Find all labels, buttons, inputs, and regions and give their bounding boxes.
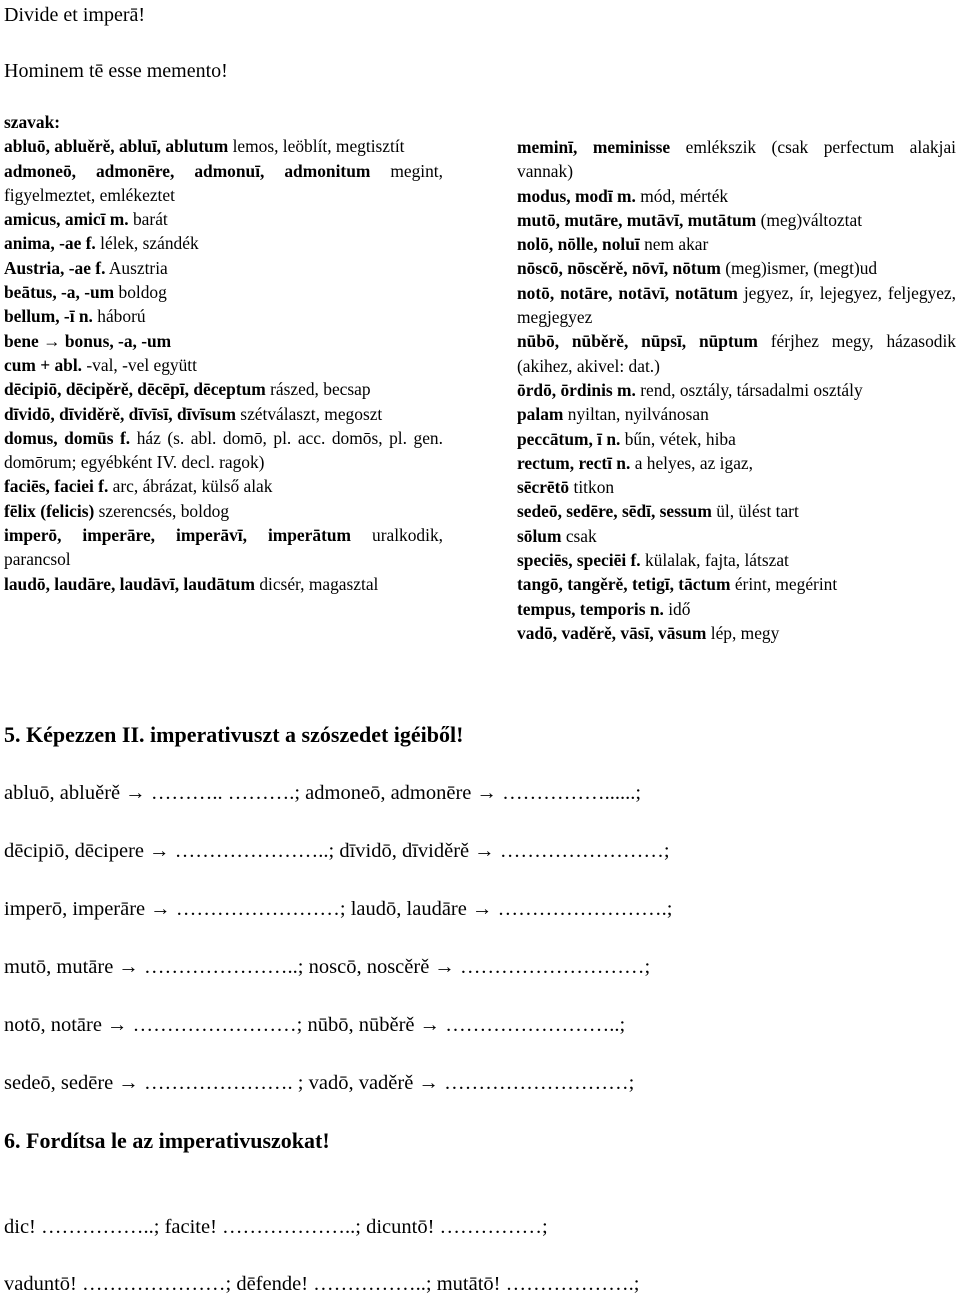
vocab-word: nolō, nōlle, noluī [517, 234, 640, 255]
vocab-word: ōrdō, ōrdinis m. [517, 379, 636, 400]
vocab-meaning: nyiltan, nyilvánosan [567, 404, 709, 425]
vocab-meaning: -val, -vel együtt [86, 354, 197, 375]
vocab-entry [517, 135, 956, 184]
motto-1: Divide et imperā! [4, 4, 146, 26]
vocab-meaning: dicsér, magasztal [259, 573, 379, 594]
vocab-meaning: bűn, vétek, hiba [624, 428, 736, 449]
vocab-entry [517, 256, 956, 280]
vocab-word: mutō, mutāre, mutāvī, mutātum [517, 209, 757, 230]
exercise-5-row[interactable]: abluō, abluěrě → ……….. ……….; admoneō, admonēre → ……………......; [4, 782, 642, 804]
vocab-meaning: a helyes, az igaz, [634, 452, 753, 473]
vocab-word: peccātum, ī n. [517, 428, 621, 449]
vocab-entry [517, 402, 956, 426]
vocab-heading: szavak: [4, 112, 61, 132]
vocab-word: laudō, laudāre, laudāvī, laudātum [4, 573, 255, 594]
vocab-word: faciēs, faciei f. [4, 476, 109, 497]
vocab-entry [517, 475, 956, 499]
motto-2: Hominem tē esse memento! [4, 60, 228, 82]
vocab-entry [517, 548, 956, 572]
vocab-entry [4, 474, 443, 498]
vocab-entry [517, 232, 956, 256]
vocab-word: cum + abl. [4, 354, 83, 375]
vocab-word: tangō, tangěrě, tetigī, tāctum [517, 574, 731, 595]
vocab-word: modus, modī m. [517, 185, 636, 206]
vocab-meaning: érint, megérint [734, 574, 838, 595]
vocab-word: imperō, imperāre, imperāvī, imperātum [4, 525, 352, 546]
vocab-meaning: nem akar [644, 234, 709, 255]
vocab-word: abluō, abluěrě, abluī, ablutum [4, 136, 229, 157]
exercise-5-title: 5. Képezzen II. imperativuszt a szószedet igéiből! [4, 722, 464, 747]
exercise-6-title: 6. Fordítsa le az imperativuszokat! [4, 1128, 330, 1153]
vocab-entry [517, 329, 956, 378]
vocab-entry [4, 231, 443, 255]
vocab-entry [517, 281, 956, 330]
vocab-meaning: lép, megy [710, 622, 780, 643]
vocab-word: speciēs, speciēi f. [517, 550, 641, 571]
vocab-meaning: barát [132, 209, 168, 230]
vocab-meaning: megint, figyelmeztet, emlékeztet [4, 160, 443, 205]
vocab-meaning: Ausztria [108, 257, 168, 278]
vocab-meaning: (meg)változtat [760, 209, 863, 230]
vocab-word: meminī, meminisse [517, 137, 671, 157]
vocab-word: sōlum [517, 525, 562, 546]
vocab-entry [4, 499, 443, 523]
vocab-word: nūbō, nūběrě, nūpsī, nūptum [517, 331, 758, 352]
vocab-entry [4, 207, 443, 231]
vocab-word: anima, -ae f. [4, 233, 96, 254]
vocab-entry [4, 353, 443, 377]
vocab-meaning: külalak, fajta, látszat [645, 550, 789, 571]
vocab-entry [4, 402, 443, 426]
vocab-word: bene → bonus, -a, -um [4, 330, 172, 351]
vocab-meaning: (meg)ismer, (megt)ud [725, 258, 878, 279]
vocab-meaning: jegyez, ír, lejegyez, feljegyez, megjegyez [517, 282, 956, 328]
vocab-entry [4, 377, 443, 401]
vocab-word: vadō, vaděrě, vāsī, vāsum [517, 622, 707, 643]
vocab-meaning: ház (s. abl. domō, pl. acc. domōs, pl. gen. domōrum; egyébként IV. decl. ragok) [4, 427, 443, 473]
exercise-5-row[interactable]: dēcipiō, dēcipere → …………………..; dīvidō, dīviděrě → ……………………; [4, 840, 670, 862]
vocab-word: palam [517, 404, 564, 425]
vocab-entry [517, 184, 956, 208]
exercise-6-row[interactable]: vaduntō! …………………; dēfende! ……………..; mutātō! ……………….; [4, 1273, 640, 1295]
vocab-word: Austria, -ae f. [4, 257, 106, 278]
vocab-word: dīvidō, dīviděrě, dīvīsī, dīvīsum [4, 403, 236, 424]
vocab-word: rectum, rectī n. [517, 452, 631, 473]
exercise-5-row[interactable]: imperō, imperāre → ……………………; laudō, laudāre → …………………….; [4, 898, 673, 920]
exercise-5-row[interactable]: mutō, mutāre → …………………..; noscō, noscěrě → ………………………; [4, 956, 651, 978]
vocab-word: amicus, amicī m. [4, 209, 129, 230]
vocab-right-column [517, 135, 956, 645]
vocab-word: sēcrētō [517, 477, 570, 498]
vocab-meaning: idő [668, 598, 691, 619]
vocab-left-column [4, 110, 443, 596]
vocab-entry [4, 572, 443, 596]
vocab-entry [517, 597, 956, 621]
vocab-meaning: rászed, becsap [270, 379, 371, 400]
vocab-entry [4, 280, 443, 304]
vocab-word: dēcipiō, dēcipěrě, dēcēpī, dēceptum [4, 379, 266, 400]
vocab-meaning: ül, ülést tart [716, 501, 799, 522]
vocab-meaning: lélek, szándék [100, 233, 199, 254]
vocab-word: tempus, temporis n. [517, 598, 664, 619]
vocab-entry [4, 159, 443, 208]
vocab-entry [517, 208, 956, 232]
exercise-5-row[interactable]: notō, notāre → ……………………; nūbō, nūběrě → ……………………..; [4, 1014, 626, 1036]
vocab-meaning: uralkodik, parancsol [4, 525, 443, 570]
vocab-meaning: rend, osztály, társadalmi osztály [640, 379, 863, 400]
vocab-meaning: mód, mérték [640, 185, 729, 206]
vocab-entry [4, 256, 443, 280]
vocab-meaning: arc, ábrázat, külső alak [112, 476, 273, 497]
vocab-meaning: emlékszik (csak perfectum alakjai vannak) [517, 137, 956, 182]
vocab-entry [517, 427, 956, 451]
exercise-5-row[interactable]: sedeō, sedēre → …………………. ; vadō, vaděrě → ………………………; [4, 1072, 635, 1094]
vocab-entry [4, 329, 443, 353]
vocab-word: beātus, -a, -um [4, 282, 115, 303]
vocab-meaning: férjhez megy, házasodik (akihez, akivel: dat.) [517, 331, 956, 376]
vocab-word: admoneō, admonēre, admonuī, admonitum [4, 160, 371, 181]
vocab-entry [517, 621, 956, 645]
vocab-entry [517, 524, 956, 548]
vocab-entry [4, 134, 443, 158]
vocab-word: domus, domūs f. [4, 427, 131, 448]
exercise-6-row[interactable]: dic! ……………..; facite! ………………..; dicuntō! ……………; [4, 1216, 548, 1238]
vocab-meaning: csak [565, 525, 597, 546]
vocab-meaning: háború [97, 306, 146, 327]
vocab-meaning: szerencsés, boldog [98, 500, 230, 521]
vocab-meaning: boldog [118, 282, 167, 303]
vocab-entry [4, 523, 443, 572]
vocab-entry [4, 304, 443, 328]
vocab-entry [4, 426, 443, 475]
vocab-word: sedeō, sedēre, sēdī, sessum [517, 501, 712, 522]
vocab-word: notō, notāre, notāvī, notātum [517, 282, 738, 303]
vocab-entry [517, 378, 956, 402]
vocab-entry [517, 572, 956, 596]
vocab-entry [517, 499, 956, 523]
vocab-entry [517, 451, 956, 475]
vocab-meaning: szétválaszt, megoszt [240, 403, 383, 424]
vocab-word: fēlix (felicis) [4, 500, 95, 521]
vocab-word: nōscō, nōscěrě, nōvī, nōtum [517, 258, 721, 279]
vocab-meaning: lemos, leöblít, megtisztít [232, 136, 405, 157]
vocab-word: bellum, -ī n. [4, 306, 93, 327]
vocab-meaning: titkon [573, 477, 615, 498]
